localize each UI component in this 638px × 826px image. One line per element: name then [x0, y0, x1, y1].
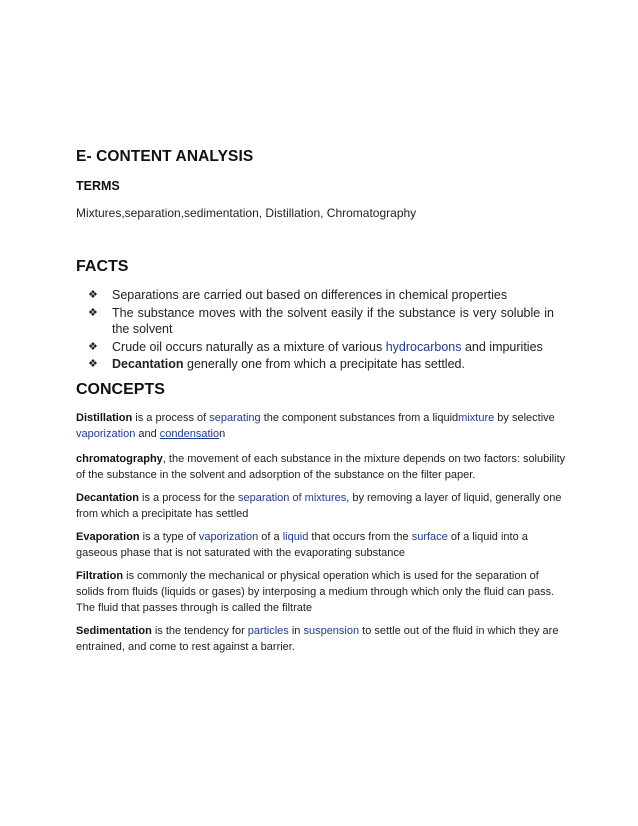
- concept-text: , by removing a layer of liquid, generally one from which a precipitate has settled: [76, 492, 562, 520]
- diamond-bullet-icon: ❖: [88, 289, 98, 301]
- concept-term: chromatography: [76, 453, 163, 465]
- fact-text: Separations are carried out based on differences in chemical properties: [112, 288, 508, 302]
- concept-term: Decantation: [76, 492, 139, 504]
- concept-text: is the tendency for: [151, 625, 248, 637]
- condensation-link[interactable]: condensatio: [159, 428, 220, 440]
- fact-item: [76, 356, 554, 373]
- concept-text: in: [288, 625, 304, 637]
- hydrocarbons-link[interactable]: hydrocarbons: [385, 339, 462, 354]
- concept-text: by selective: [494, 412, 555, 424]
- concept-decantation: [76, 490, 566, 522]
- concept-sedimentation: [76, 623, 566, 655]
- concept-text: the component substances from a liquid: [260, 412, 459, 424]
- vaporization-link[interactable]: vaporization: [198, 531, 259, 543]
- particles-link[interactable]: particles: [247, 625, 289, 637]
- concept-text: to settle out of the fluid in which they are entrained, and come to rest against a barrier.: [76, 625, 559, 653]
- concept-text: is a process for the: [138, 492, 239, 504]
- concept-term: Filtration: [76, 570, 124, 582]
- concept-distillation: [76, 410, 566, 442]
- liquid-link[interactable]: liquid: [282, 531, 309, 543]
- fact-term: Decantation: [112, 357, 184, 371]
- concept-text: is a process of: [132, 412, 210, 424]
- terms-heading: TERMS: [76, 179, 120, 193]
- surface-link[interactable]: surface: [411, 531, 448, 543]
- terms-text: Mixtures,separation,sedimentation, Distillation, Chromatography: [76, 206, 417, 220]
- separating-link[interactable]: separating: [209, 412, 261, 424]
- fact-item: [76, 305, 554, 338]
- concept-text: that occurs from the: [308, 531, 412, 543]
- separation-of-mixtures-link[interactable]: separation of mixtures: [238, 492, 347, 504]
- concept-text: and: [135, 428, 160, 440]
- diamond-bullet-icon: ❖: [88, 358, 98, 370]
- concept-text: is a type of: [139, 531, 199, 543]
- page-title: E- CONTENT ANALYSIS: [76, 148, 254, 165]
- concepts-heading: CONCEPTS: [76, 381, 165, 398]
- concept-chromatography: [76, 451, 566, 483]
- concept-text: , the movement of each substance in the mixture depends on two factors: solubility of the substance in the solvent and adsorption of the substance on the filter paper.: [76, 453, 566, 481]
- fact-text: Crude oil occurs naturally as a mixture of various: [112, 339, 386, 354]
- diamond-bullet-icon: ❖: [88, 340, 98, 353]
- concept-text: n: [219, 428, 226, 440]
- concept-evaporation: [76, 529, 566, 561]
- fact-text: The substance moves with the solvent easily if the substance is very soluble in the solvent: [112, 305, 554, 336]
- concept-term: Distillation: [76, 412, 133, 424]
- concept-term: Evaporation: [76, 531, 140, 543]
- fact-item: [76, 339, 554, 356]
- concept-term: Sedimentation: [76, 625, 152, 637]
- fact-text: and impurities: [461, 339, 543, 354]
- mixture-link[interactable]: mixture: [458, 412, 495, 424]
- concept-text: of a: [258, 531, 283, 543]
- fact-text: generally one from which a precipitate has settled.: [183, 357, 465, 371]
- fact-item: [76, 287, 554, 304]
- diamond-bullet-icon: ❖: [88, 306, 98, 319]
- vaporization-link[interactable]: vaporization: [76, 428, 136, 440]
- concept-filtration: [76, 568, 566, 616]
- concept-text: of a liquid into a gaseous phase that is not saturated with the evaporating substance: [76, 531, 528, 559]
- suspension-link[interactable]: suspension: [303, 625, 360, 637]
- facts-list: [76, 287, 554, 374]
- concept-text: is commonly the mechanical or physical operation which is used for the separation of solids from fluids (liquids or gases) by interposing a medium through which only the fluid can pass. The fluid that passes through is called the filtrate: [76, 570, 555, 614]
- facts-heading: FACTS: [76, 258, 129, 275]
